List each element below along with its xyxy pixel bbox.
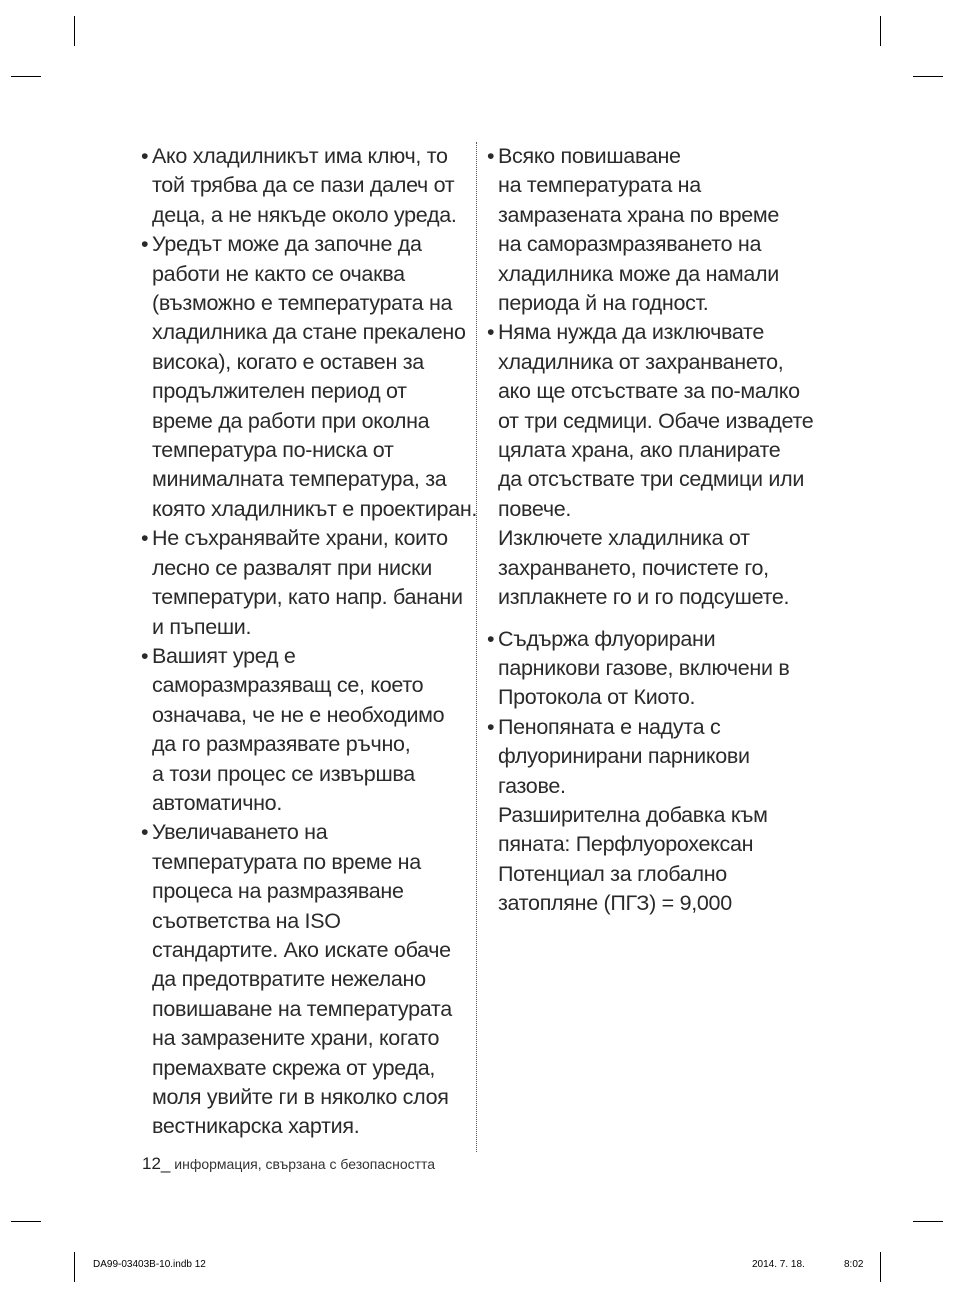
page-footer [142, 1154, 435, 1174]
text-line: висока), когато е оставен за [152, 349, 424, 374]
text-line: Няма нужда да изключвате [498, 320, 765, 345]
text-line: а този процес се извършва [152, 761, 415, 786]
crop-mark [11, 1221, 41, 1222]
text-line: Увеличаването на [152, 820, 328, 845]
text-line: лесно се развалят при ниски [152, 555, 432, 580]
text-line: която хладилникът е проектиран. [152, 496, 478, 521]
text-line: флуоринирани парникови [498, 744, 750, 769]
bullet-icon: • [141, 144, 149, 168]
text-line: автоматично. [152, 790, 282, 815]
text-line: захранването, почистете го, [498, 555, 769, 580]
text-line: изплакнете го и го подсушете. [498, 585, 790, 610]
crop-mark [913, 76, 943, 77]
text-line: Пенопяната е надута с [498, 714, 721, 739]
text-line: Разширителна добавка към [498, 802, 768, 827]
text-line: хладилника да стане прекалено [152, 320, 466, 345]
bullet-icon: • [487, 714, 495, 739]
text-line: газове. [498, 773, 566, 798]
bullet-item [487, 625, 817, 713]
column-divider [476, 142, 477, 1152]
text-line: да го размразявате ръчно, [152, 732, 411, 757]
text-line: саморазмразяващ се, което [152, 673, 424, 698]
bullet-icon: • [487, 144, 495, 168]
text-line: продължителен период от [152, 379, 407, 404]
text-line: минималната температура, за [152, 467, 447, 492]
text-line: моля увийте ги в няколко слоя [152, 1085, 449, 1109]
text-line: температурата по време на [152, 849, 421, 874]
text-line: повече. [498, 496, 572, 521]
text-line: повишаване на температурата [152, 996, 452, 1021]
text-line: температури, като напр. банани [152, 585, 463, 610]
right-column [487, 142, 817, 919]
page-number: 12_ [142, 1154, 171, 1173]
slug-file: DA99-03403B-10.indb 12 [93, 1259, 206, 1270]
text-line: да отсъствате три седмици или [498, 467, 805, 492]
bullet-item [141, 818, 471, 1141]
text-line: цялата храна, ако планирате [498, 438, 781, 463]
text-line: и пъпеши. [152, 614, 252, 639]
crop-mark [880, 16, 881, 46]
bullet-item [141, 642, 471, 818]
text-line: Не съхранявайте храни, които [152, 526, 448, 551]
text-line: стандартите. Ако искате обаче [152, 937, 451, 962]
slug-date: 2014. 7. 18. [752, 1259, 805, 1270]
text-line: Изключете хладилника от [498, 526, 750, 551]
text-line: пяната: Перфлуорохексан [498, 832, 754, 857]
text-line: Съдържа флуорирани [498, 626, 716, 651]
text-line: деца, а не някъде около уреда. [152, 202, 457, 227]
text-line: премахвате скрежа от уреда, [152, 1055, 436, 1080]
bullet-icon: • [141, 526, 149, 551]
crop-mark [913, 1221, 943, 1222]
crop-mark [74, 16, 75, 46]
left-column [141, 142, 478, 1142]
text-line: той трябва да се пази далеч от [152, 173, 455, 198]
bullet-icon: • [141, 232, 149, 257]
text-line: да предотвратите нежелано [152, 967, 426, 992]
bullet-icon: • [487, 320, 495, 345]
crop-mark [880, 1252, 881, 1282]
text-line: Протокола от Киото. [498, 685, 696, 710]
text-line: на саморазмразяването на [498, 232, 762, 257]
crop-mark [11, 76, 41, 77]
text-line: на температурата на [498, 173, 701, 198]
bullet-item [141, 230, 478, 524]
text-line: (възможно е температурата на [152, 291, 453, 316]
bullet-item [141, 142, 471, 230]
text-line: Потенциал за глобално [498, 861, 727, 886]
text-line: хладилника може да намали [498, 261, 779, 286]
bullet-item [487, 713, 817, 919]
crop-mark [74, 1252, 75, 1282]
text-line: Вашият уред е [152, 643, 296, 668]
text-line: Ако хладилникът има ключ, то [152, 144, 448, 168]
text-line: на замразените храни, когато [152, 1026, 440, 1051]
text-line: време да работи при околна [152, 408, 430, 433]
bullet-icon: • [141, 820, 149, 845]
bullet-item [141, 524, 471, 642]
text-line: Уредът може да започне да [152, 232, 422, 257]
text-line: ако ще отсъствате за по-малко [498, 379, 800, 404]
text-line: Всяко повишаване [498, 144, 681, 168]
slug-time: 8:02 [844, 1259, 864, 1270]
text-line: съответства на ISO [152, 908, 341, 933]
bullet-icon: • [487, 626, 495, 651]
text-line: означава, че не е необходимо [152, 702, 445, 727]
text-line: замразената храна по време [498, 202, 780, 227]
text-line: периода й на годност. [498, 291, 709, 316]
text-line: парникови газове, включени в [498, 655, 790, 680]
text-line: от три седмици. Обаче извадете [498, 408, 814, 433]
text-line: работи не както се очаква [152, 261, 405, 286]
bullet-icon: • [141, 643, 149, 668]
section-title: информация, свързана с безопасността [174, 1156, 436, 1172]
text-line: затопляне (ПГЗ) = 9,000 [498, 891, 732, 916]
text-line: хладилника от захранването, [498, 349, 784, 374]
bullet-item [487, 318, 817, 612]
text-line: вестникарска хартия. [152, 1114, 360, 1139]
bullet-item [487, 142, 817, 318]
text-line: процеса на размразяване [152, 879, 404, 904]
text-line: температура по-ниска от [152, 438, 394, 463]
